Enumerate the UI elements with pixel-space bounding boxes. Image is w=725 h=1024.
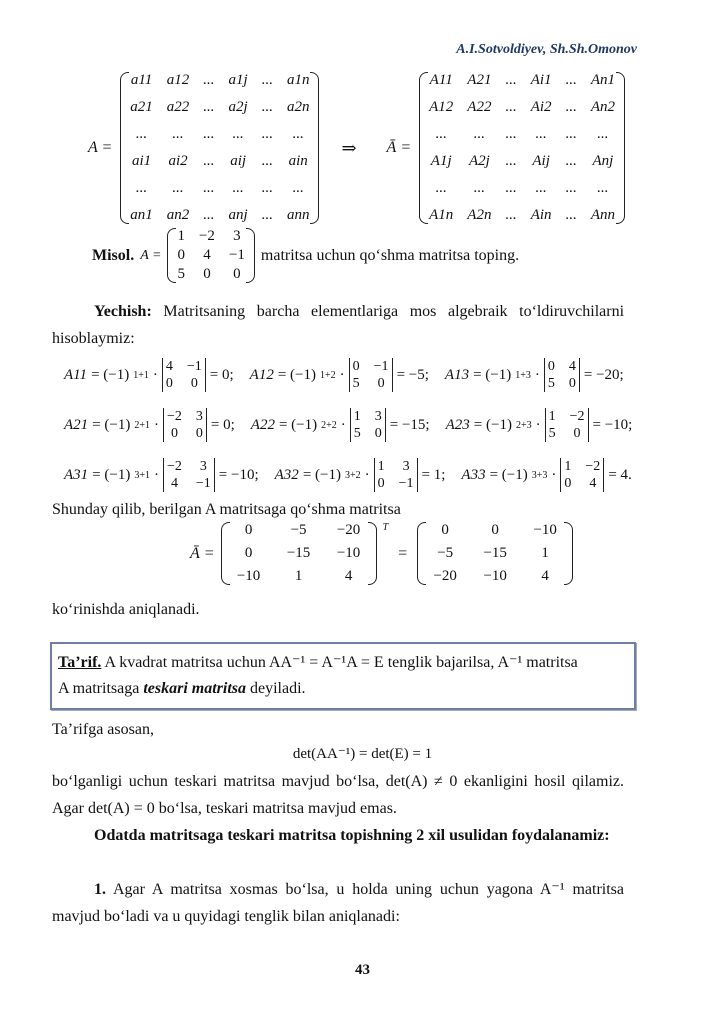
det-cell: 3 [195, 409, 203, 424]
sign-exponent: 1+2 [320, 369, 336, 381]
matrix-cell: an1 [130, 207, 153, 223]
minor-determinant [163, 458, 215, 492]
sign-exponent: 2+3 [515, 419, 532, 431]
matrix-cell: 4 [541, 568, 549, 584]
matrix-cell: ... [261, 153, 273, 169]
definition-line2-pre: A matritsaga [58, 680, 144, 697]
cofactor-result: = 1; [421, 466, 446, 483]
solution-paragraph [52, 298, 624, 352]
definition-line2-post: deyiladi. [246, 680, 306, 697]
det-cell: 4 [568, 359, 576, 374]
matrix-cell: 0 [233, 266, 241, 282]
det-cell: 5 [352, 376, 360, 391]
det-cell: −2 [166, 409, 182, 424]
matrix-cell: ... [261, 207, 273, 223]
matrix-cell: Ai1 [530, 72, 552, 88]
cofactor-result: = 4. [608, 466, 632, 483]
det-cell: 0 [568, 376, 576, 391]
adjoint-lhs: Ā = [386, 139, 412, 156]
det-cell: 0 [564, 476, 572, 491]
det-cell: 0 [165, 376, 173, 391]
matrix-cell: ai1 [131, 153, 152, 169]
sign-exponent: 3+1 [134, 469, 150, 481]
adjoint-result [190, 522, 573, 585]
matrix-cell: ... [172, 180, 184, 196]
cofactor-calculations [64, 350, 648, 500]
matrix-cell: ... [565, 72, 577, 88]
cofactor-result: = 0; [209, 366, 234, 383]
det-cell: −1 [195, 476, 211, 491]
cofactor-name: A13 [444, 366, 470, 383]
det-cell: 1 [353, 409, 361, 424]
adjoint-matrix [417, 522, 573, 585]
matrix-cell: a11 [130, 72, 153, 88]
cofactor-item: A13 = (−1) 1+3 · 0 4 5 0 = −20; [444, 359, 624, 391]
matrix-cell: ain [288, 153, 308, 169]
matrix-cell: ... [203, 153, 215, 169]
det-cell: 0 [374, 426, 382, 441]
cofactor-row [64, 350, 648, 400]
definition-line1: A kvadrat matritsa uchun AA⁻¹ = A⁻¹A = E tenglik bajarilsa, A⁻¹ matritsa [104, 654, 578, 671]
det-cell: 0 [377, 476, 385, 491]
matrix-cell: ... [505, 126, 517, 142]
cofactor-item: A22 = (−1) 2+2 · 1 3 5 0 = −15; [250, 409, 430, 441]
cofactor-name: A31 [64, 466, 89, 483]
matrix-cell: A11 [429, 72, 453, 88]
det-cell: 4 [170, 476, 178, 491]
matrix-cell: ... [505, 207, 517, 223]
matrix-cell: A2j [468, 153, 490, 169]
matrix-cell: ... [505, 153, 517, 169]
det-cell: 3 [199, 459, 207, 474]
det-cell: −2 [166, 459, 182, 474]
matrix-cell: 5 [177, 266, 185, 282]
det-cell: 0 [352, 359, 360, 374]
cofactor-item: A11 = (−1) 1+1 · 4 −1 0 0 = 0; [64, 359, 234, 391]
matrix-cell: ... [135, 126, 148, 142]
matrix-cell: a1j [228, 72, 248, 88]
matrix-cell: An2 [590, 99, 615, 115]
minor-determinant [162, 358, 206, 392]
matrix-cell: Ann [590, 207, 615, 223]
cofactor-item: A32 = (−1) 3+2 · 1 3 0 −1 = 1; [274, 459, 446, 491]
matrix-cell: ... [535, 180, 547, 196]
matrix-cell: ... [565, 207, 577, 223]
det-cell: 1 [564, 459, 572, 474]
cofactor-result: = −5; [396, 366, 429, 383]
matrix-cell: A2n [467, 207, 492, 223]
det-cell: −1 [398, 476, 414, 491]
det-cell: 5 [548, 426, 556, 441]
solution-text: Matritsaning barcha elementlariga mos algebraik to‘ldiruvchilarni hisoblaymiz: [52, 303, 625, 347]
matrix-cell: ... [203, 72, 215, 88]
matrix-cell: −5 [290, 522, 307, 538]
general-matrix [120, 72, 319, 224]
example-text: matritsa uchun qo‘shma matritsa toping. [260, 246, 520, 264]
matrix-cell: −5 [437, 545, 454, 561]
equals-sign: = [398, 544, 408, 562]
matrix-cell: aij [230, 153, 247, 169]
minor-determinant [350, 408, 386, 442]
matrix-cell: 0 [491, 522, 499, 538]
item-text: Agar A matritsa xosmas bo‘lsa, u holda uning uchun yagona A⁻¹ matritsa mavjud bo‘ladi va u quyidagi tenglik bilan aniqlanadi: [52, 881, 624, 925]
matrix-cell: ... [292, 126, 304, 142]
det-cell: 4 [589, 476, 597, 491]
matrix-cell: ... [261, 99, 273, 115]
matrix-cell: ... [203, 99, 215, 115]
matrix-cell: ... [473, 180, 485, 196]
matrix-cell: 3 [233, 228, 241, 244]
matrix-cell: 0 [441, 522, 449, 538]
conclusion-outro: ko‘rinishda aniqlanadi. [52, 601, 200, 618]
minor-determinant [349, 358, 393, 392]
matrix-cell: anj [228, 207, 248, 223]
matrix-cell: ... [261, 180, 273, 196]
matrix-cell: a22 [166, 99, 190, 115]
matrix-cell: −10 [236, 568, 261, 584]
matrix-cell: −10 [483, 568, 507, 584]
solution-label: Yechish: [94, 303, 152, 320]
matrix-cell: 0 [203, 266, 211, 282]
sign-exponent: 1+1 [133, 369, 149, 381]
matrix-cell: 0 [244, 545, 253, 561]
matrix-cell: 4 [203, 247, 211, 263]
det-cell: 1 [548, 409, 556, 424]
minor-determinant [163, 408, 207, 442]
matrix-cell: ... [535, 126, 547, 142]
page-number: 43 [355, 962, 370, 978]
det-cell: 1 [377, 459, 385, 474]
matrix-cell: ... [135, 180, 148, 196]
matrix-cell: 0 [244, 522, 253, 538]
matrix-cell: ... [597, 180, 609, 196]
det-cell: 0 [377, 376, 385, 391]
matrix-cell: ... [232, 126, 244, 142]
matrix-cell: −10 [533, 522, 557, 538]
matrix-cell: −15 [286, 545, 311, 561]
cofactor-item: A33 = (−1) 3+3 · 1 −2 0 4 = 4. [461, 459, 632, 491]
matrix-cell: ... [565, 180, 577, 196]
matrix-cell: Aij [532, 153, 550, 169]
matrix-cell: ... [565, 153, 577, 169]
det-cell: 0 [573, 426, 581, 441]
cofactor-name: A11 [64, 366, 88, 383]
after-def-intro: Ta’rifga asosan, [52, 721, 154, 738]
matrix-cell: ... [203, 126, 215, 142]
sign-exponent: 2+2 [321, 419, 337, 431]
matrix-cell: ... [203, 180, 215, 196]
matrix-cell: A1j [430, 153, 452, 169]
matrix-cell: −1 [228, 247, 245, 263]
det-cell: −2 [569, 409, 585, 424]
definition-term: teskari matritsa [143, 680, 246, 697]
matrix-cell: ... [597, 126, 609, 142]
example-lhs: A = [140, 247, 162, 263]
cofactor-name: A32 [274, 466, 299, 483]
sign-exponent: 3+2 [344, 469, 361, 481]
matrix-cell: Ain [530, 207, 552, 223]
matrix-cell: 1 [541, 545, 549, 561]
det-formula: det(AA⁻¹) = det(E) = 1 [292, 746, 433, 762]
matrix-cell: A12 [429, 99, 454, 115]
cofactor-name: A22 [250, 416, 275, 433]
running-header: A.I.Sotvoldiyev, Sh.Sh.Omonov [456, 42, 637, 57]
matrix-lhs: A = [88, 139, 113, 156]
minor-determinant [544, 358, 580, 392]
matrix-cell: ann [286, 207, 310, 223]
matrix-cell: ai2 [168, 153, 188, 169]
matrix-cell: 1 [177, 228, 185, 244]
matrix-cell: ... [435, 126, 447, 142]
cofactor-result: = −15; [389, 416, 430, 433]
example-matrix [167, 228, 254, 283]
matrix-cell: Ai2 [530, 99, 552, 115]
matrix-cell: ... [505, 99, 517, 115]
definition-box [50, 642, 636, 710]
matrix-cell: A22 [467, 99, 492, 115]
matrix-cell: 0 [177, 247, 185, 263]
cofactor-name: A21 [64, 416, 89, 433]
matrix-cell: ... [565, 126, 577, 142]
matrix-cell: Anj [592, 153, 614, 169]
matrix-cell: a2j [228, 99, 248, 115]
cofactor-name: A33 [461, 466, 486, 483]
matrix-cell: a12 [166, 72, 190, 88]
det-cell: 0 [195, 426, 203, 441]
cofactor-result: = 0; [210, 416, 235, 433]
item-number: 1. [94, 881, 106, 898]
matrix-cell: −20 [336, 522, 361, 538]
matrix-cell: ... [505, 72, 517, 88]
sign-exponent: 3+3 [531, 469, 548, 481]
det-cell: −1 [186, 359, 202, 374]
cofactor-name: A12 [249, 366, 274, 383]
cofactor-row [64, 450, 648, 500]
matrix-cell: ... [565, 99, 577, 115]
minor-determinant [545, 408, 589, 442]
cofactor-item: A31 = (−1) 3+1 · −2 3 4 −1 = −10; [64, 459, 259, 491]
example-block [92, 228, 519, 283]
matrix-cell: a21 [130, 99, 153, 115]
matrix-cell: ... [473, 126, 485, 142]
adjoint-result-lhs: Ā = [190, 544, 215, 562]
matrix-cell: ... [261, 126, 273, 142]
general-matrix-equation [88, 72, 625, 224]
adjoint-general-matrix [419, 72, 625, 224]
cofactor-result: = −10; [218, 466, 259, 483]
matrix-cell: an2 [166, 207, 190, 223]
method-item-1 [52, 876, 624, 930]
conclusion-intro: Shunday qilib, berilgan A matritsaga qo‘shma matritsa [52, 501, 401, 518]
cofactor-name: A23 [445, 416, 470, 433]
cofactor-item: A23 = (−1) 2+3 · 1 −2 5 0 = −10; [445, 409, 633, 441]
matrix-cell: −10 [336, 545, 361, 561]
matrix-cell: ... [435, 180, 447, 196]
matrix-cell: ... [292, 180, 304, 196]
sign-exponent: 2+1 [134, 419, 150, 431]
matrix-cell: a2n [286, 99, 310, 115]
det-cell: 3 [374, 409, 382, 424]
minor-determinant [560, 458, 604, 492]
matrix-cell: A21 [467, 72, 492, 88]
matrix-cell: 1 [294, 568, 303, 584]
matrix-cell: ... [203, 207, 215, 223]
transpose-mark: T [382, 522, 389, 533]
det-cell: −1 [373, 359, 389, 374]
cofactor-item: A21 = (−1) 2+1 · −2 3 0 0 = 0; [64, 409, 235, 441]
matrix-cell: A1n [429, 207, 454, 223]
cofactor-row [64, 400, 648, 450]
det-cell: 0 [547, 359, 555, 374]
implies-arrow: ⇒ [341, 137, 357, 158]
det-cell: 5 [547, 376, 555, 391]
methods-heading: Odatda matritsaga teskari matritsa topishning 2 xil usulidan foydalanamiz: [94, 827, 610, 844]
matrix-cell: −15 [483, 545, 507, 561]
sign-exponent: 1+3 [515, 369, 531, 381]
matrix-cell: a1n [286, 72, 310, 88]
det-cell: −2 [585, 459, 601, 474]
example-label: Misol. [92, 246, 135, 264]
cofactor-matrix [221, 522, 377, 585]
matrix-cell: An1 [590, 72, 615, 88]
cofactor-item: A12 = (−1) 1+2 · 0 −1 5 0 = −5; [249, 359, 429, 391]
det-cell: 5 [353, 426, 361, 441]
matrix-cell: ... [261, 72, 273, 88]
cofactor-result: = −20; [583, 366, 624, 383]
matrix-cell: ... [172, 126, 184, 142]
cofactor-result: = −10; [592, 416, 633, 433]
det-cell: 4 [165, 359, 173, 374]
matrix-cell: −20 [433, 568, 457, 584]
det-cell: 0 [170, 426, 178, 441]
matrix-cell: ... [232, 180, 244, 196]
matrix-cell: 4 [344, 568, 353, 584]
matrix-cell: −2 [198, 228, 215, 244]
matrix-cell: ... [505, 180, 517, 196]
minor-determinant [374, 458, 418, 492]
det-cell: 0 [190, 376, 198, 391]
definition-label: Ta’rif. [58, 654, 102, 671]
det-cell: 3 [402, 459, 410, 474]
after-def-paragraph: bo‘lganligi uchun teskari matritsa mavjud bo‘lsa, det(A) ≠ 0 ekanligini hosil qilamiz. Agar det(A) = 0 bo‘lsa, teskari matritsa mavjud emas. [52, 773, 624, 817]
